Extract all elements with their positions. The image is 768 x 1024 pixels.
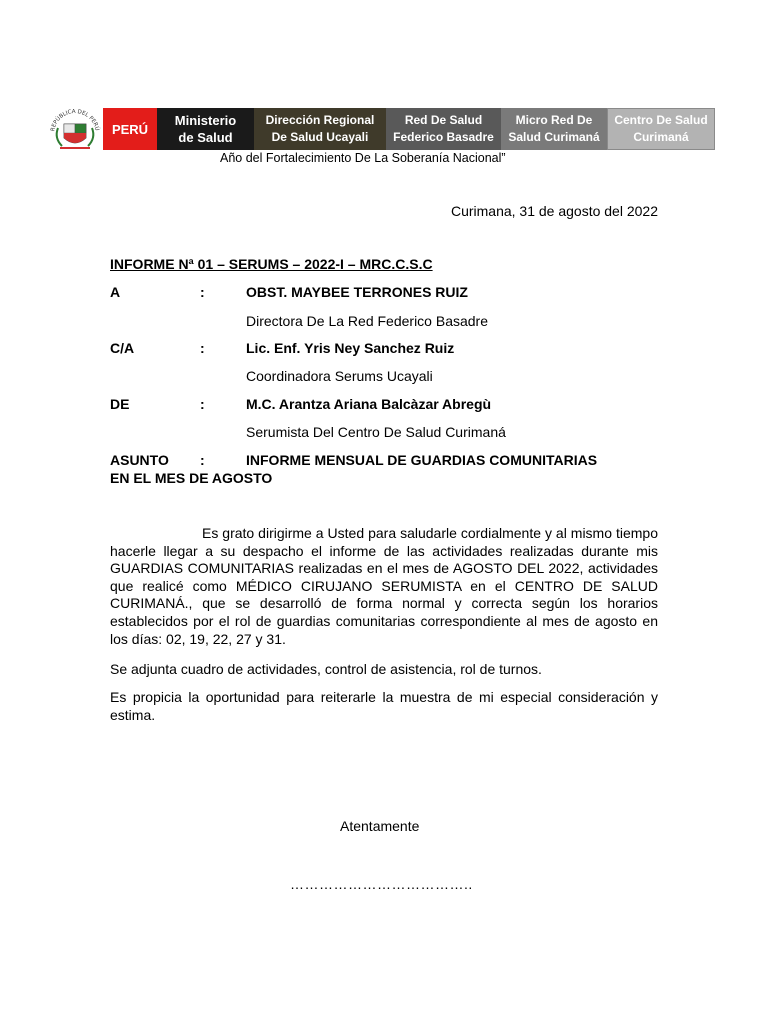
recipient-name: OBST. MAYBEE TERRONES RUIZ <box>246 284 468 300</box>
header-block-2 <box>254 108 386 150</box>
document-date: Curimana, 31 de agosto del 2022 <box>450 203 658 219</box>
sender-name: M.C. Arantza Ariana Balcàzar Abregù <box>246 396 492 412</box>
sender-role: Serumista Del Centro De Salud Curimaná <box>246 424 506 440</box>
document-title: INFORME Nª 01 – SERUMS – 2022-I – MRC.C.S.C <box>110 256 433 272</box>
field-colon: : <box>200 284 205 300</box>
field-label-ca: C/A <box>110 340 135 356</box>
institution-header-bar <box>103 108 715 150</box>
seal-text: REPÚBLICA DEL PERÚ <box>50 108 100 132</box>
subject-label: ASUNTO <box>110 452 169 468</box>
closing-salutation: Atentamente <box>340 818 420 834</box>
field-colon: : <box>200 452 205 468</box>
header-block-1 <box>157 108 254 150</box>
header-block-line: Dirección Regional <box>265 113 375 127</box>
header-block-line: Red De Salud <box>404 113 483 127</box>
header-block-line: Curimaná <box>633 130 689 144</box>
subject-block <box>110 451 658 487</box>
body-paragraph-1 <box>110 525 658 648</box>
header-block-line: de Salud <box>178 130 233 145</box>
body-paragraph-2: Se adjunta cuadro de actividades, control de asistencia, rol de turnos. <box>110 661 542 677</box>
header-block-line: Ministerio <box>174 113 237 128</box>
header-block-3 <box>386 108 501 150</box>
header-block-5 <box>607 108 715 150</box>
field-label-a: A <box>110 284 121 300</box>
subject-text-line1: INFORME MENSUAL DE GUARDIAS COMUNITARIAS <box>246 452 598 468</box>
field-colon: : <box>200 396 205 412</box>
peru-coat-of-arms-seal <box>46 104 104 154</box>
header-block-line: Centro De Salud <box>614 113 708 127</box>
header-block-4 <box>501 108 607 150</box>
header-block-line: Federico Basadre <box>393 130 494 144</box>
field-colon: : <box>200 340 205 356</box>
field-label-de: DE <box>110 396 130 412</box>
header-block-line: De Salud Ucayali <box>271 130 369 144</box>
header-block-line: PERÚ <box>111 121 149 137</box>
cc-name: Lic. Enf. Yris Ney Sanchez Ruiz <box>246 340 455 356</box>
cc-role: Coordinadora Serums Ucayali <box>246 368 433 384</box>
header-block-line: Micro Red De <box>515 113 593 127</box>
subject-text-line2: EN EL MES DE AGOSTO <box>110 470 273 486</box>
body-paragraph-1-text: Es grato dirigirme a Usted para saludarle cordialmente y al mismo tiempo hacerle llegar a su despacho el informe de las actividades realizadas durante mis GUARDIAS COMUNITARIAS realizadas en el mes de AGOSTO DEL 2022, actividades que realicé como MÉDICO CIRUJANO SERUMISTA en el CENTRO DE SALUD CURIMANÁ., que se desarrolló de forma normal y correcta según los horarios establecidos por el rol de guardias comunitarias correspondiente al mes de agosto en los días: 02, 19, 22, 27 y 31. <box>110 525 658 647</box>
recipient-role: Directora De La Red Federico Basadre <box>246 313 489 329</box>
signature-line: ……………………………….. <box>290 876 473 892</box>
body-paragraph-3: Es propicia la oportunidad para reiterarle la muestra de mi especial consideración y estima. <box>110 689 658 723</box>
year-motto: Año del Fortalecimiento De La Soberanía Nacional” <box>220 151 506 165</box>
header-block-0 <box>103 108 157 150</box>
header-block-line: Salud Curimaná <box>508 130 600 144</box>
